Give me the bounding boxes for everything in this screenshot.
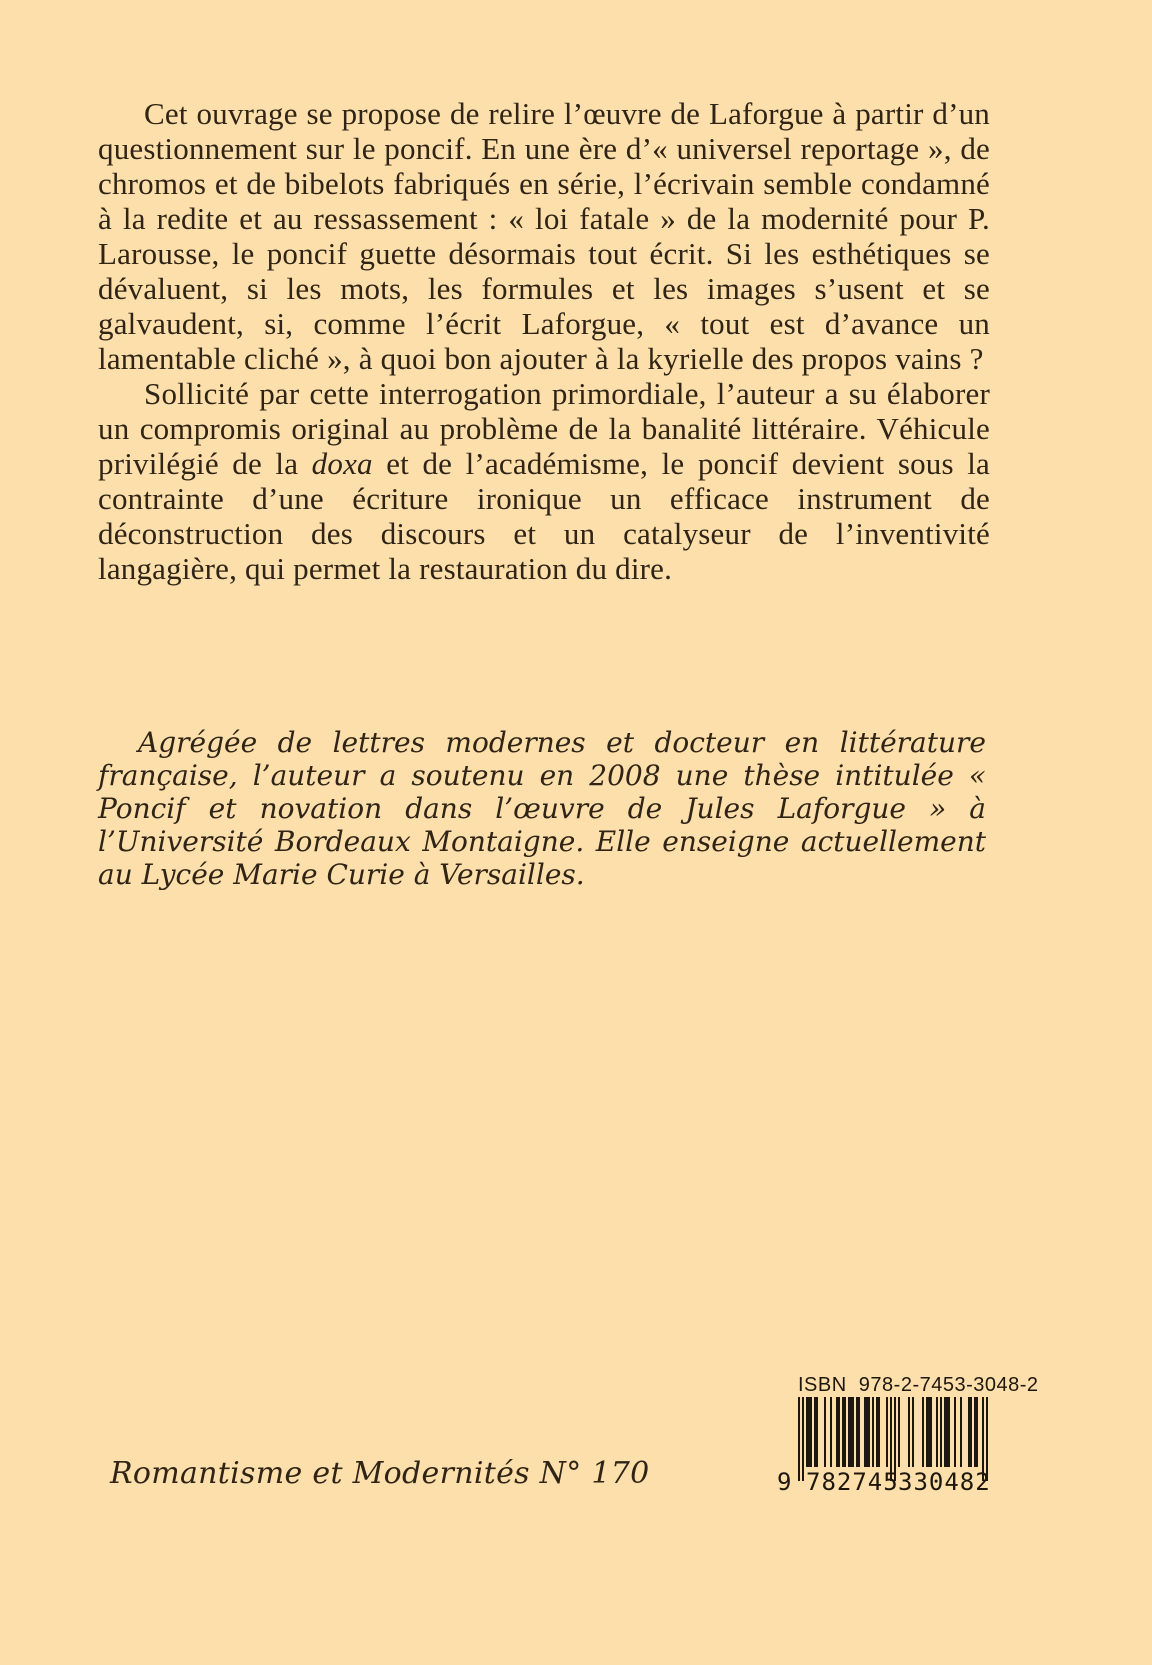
author-bio xyxy=(98,726,986,891)
collection-series-label: Romantisme et Modernités N° 170 xyxy=(110,1456,650,1491)
synopsis-paragraph-1: Cet ouvrage se propose de relire l’œuvre de Laforgue à partir d’un questionnement sur le poncif. En une ère d’« universel reportage », de chromos et de bibelots fabriqués en série, l’écrivain semble condamné à la redite et au ressassement : « loi fatale » de la modernité pour P. Larousse, le poncif guette désormais tout écrit. Si les esthétiques se dévaluent, si les mots, les formules et les images s’usent et se galvaudent, si, comme l’écrit Laforgue, « tout est d’avance un lamentable cliché », à quoi bon ajouter à la kyrielle des propos vains ? xyxy=(98,96,990,376)
italic-term-doxa: doxa xyxy=(311,446,373,481)
barcode-digits xyxy=(777,1468,1009,1494)
barcode-digits-right-group: 330482 xyxy=(898,1468,991,1496)
author-bio-text: Agrégée de lettres modernes et docteur en littérature française, l’auteur a soutenu en 2008 une thèse intitulée « Poncif et novation dans l’œuvre de Jules Laforgue » à l’Université Bordeaux Montaigne. Elle enseigne actuellement au Lycée Marie Curie à Versailles. xyxy=(98,726,986,891)
isbn-label: ISBN 978-2-7453-3048-2 xyxy=(798,1374,1039,1396)
synopsis-paragraph-2-tail: et de l’académisme, le poncif devient sous la contrainte d’une écriture ironique un efficace instrument de déconstruction des discours et un catalyseur de l’inventivité langagière, qui permet la restauration du dire. xyxy=(98,446,991,586)
synopsis-paragraph-2-lead: Sollicité par cette interrogation primordiale, l’auteur a su élaborer un compromis original au problème de la banalité littéraire. Véhicule privilégié de la xyxy=(98,376,990,481)
isbn-barcode-block xyxy=(777,1374,1039,1496)
synopsis xyxy=(98,96,990,586)
barcode-digits-left-group: 782745 xyxy=(806,1468,899,1496)
synopsis-paragraph-2 xyxy=(98,376,990,586)
barcode-digit-first: 9 xyxy=(777,1468,792,1496)
